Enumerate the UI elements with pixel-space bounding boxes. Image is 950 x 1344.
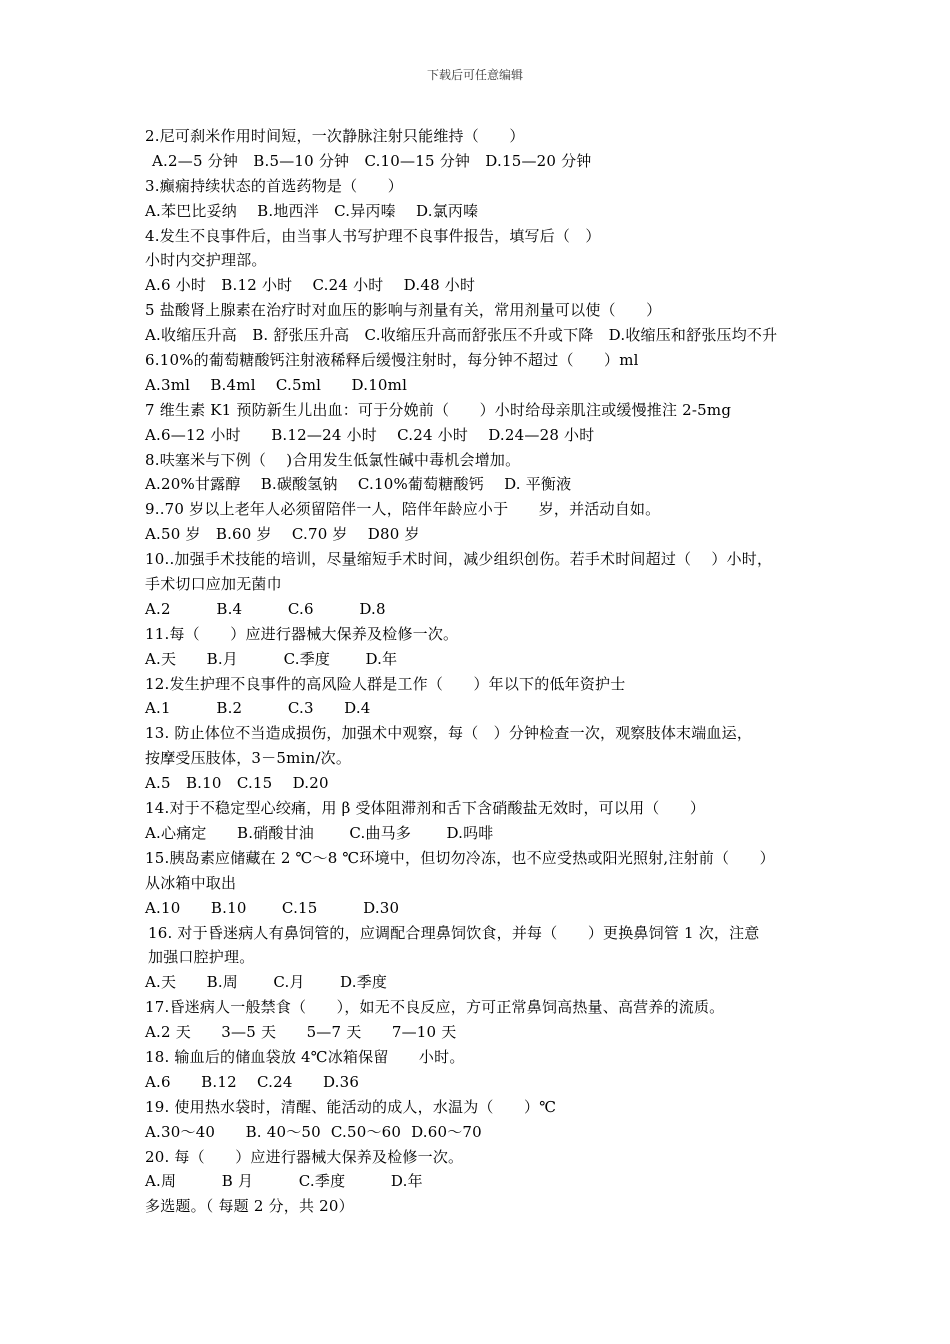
question-10-continued: 手术切口应加无菌巾 (145, 575, 282, 594)
question-13: 13. 防止体位不当造成损伤，加强术中观察，每（ ）分钟检查一次，观察肢体末端血运， (145, 724, 753, 743)
question-20: 20. 每（ ）应进行器械大保养及检修一次。 (145, 1147, 464, 1166)
question-2-options: A.2—5 分钟 B.5—10 分钟 C.10—15 分钟 D.15—20 分钟 (152, 151, 592, 170)
question-2: 2.尼可刹米作用时间短，一次静脉注射只能维持（ ） (145, 127, 525, 145)
question-16: 16. 对于昏迷病人有鼻饲管的，应调配合理鼻饲饮食，并每（ ）更换鼻饲管 1 次，注意 (148, 923, 760, 942)
question-3: 3.癫痫持续状态的首选药物是（ ） (145, 176, 403, 195)
question-16-options: A.天 B.周 C.月 D.季度 (145, 973, 388, 992)
page-header: 下载后可任意编辑 (426, 68, 523, 82)
question-11: 11.每（ ）应进行器械大保养及检修一次。 (145, 624, 459, 643)
section-heading-multiple-choice: 多选题。（ 每题 2 分，共 20） (145, 1197, 354, 1216)
question-13-continued: 按摩受压肢体，3－5min/次。 (145, 749, 352, 768)
question-14: 14.对于不稳定型心绞痛，用 β 受体阻滞剂和舌下含硝酸盐无效时，可以用（ ） (145, 799, 706, 818)
question-18-options: A.6 B.12 C.24 D.36 (145, 1072, 360, 1091)
question-19-options: A.30～40 B. 40～50 C.50～60 D.60～70 (145, 1122, 482, 1141)
question-8: 8.呋塞米与下例（ )合用发生低氯性碱中毒机会增加。 (145, 450, 521, 469)
question-17-options: A.2 天 3—5 天 5—7 天 7—10 天 (145, 1023, 457, 1042)
question-15-options: A.10 B.10 C.15 D.30 (145, 898, 400, 917)
question-19: 19. 使用热水袋时，清醒、能活动的成人，水温为（ ）℃ (145, 1097, 557, 1116)
question-4-options: A.6 小时 B.12 小时 C.24 小时 D.48 小时 (145, 276, 476, 295)
question-5-options: A.收缩压升高 B. 舒张压升高 C.收缩压升高而舒张压不升或下降 D.收缩压和舒张压均不升 (145, 326, 778, 345)
question-11-options: A.天 B.月 C.季度 D.年 (145, 649, 398, 668)
question-12: 12.发生护理不良事件的高风险人群是工作（ ）年以下的低年资护士 (145, 674, 626, 693)
question-4-continued: 小时内交护理部。 (145, 251, 267, 270)
question-15: 15.胰岛素应储藏在 2 ℃～8 ℃环境中，但切勿冷冻，也不应受热或阳光照射,注射前（ ） (145, 848, 775, 867)
question-10: 10..加强手术技能的培训，尽量缩短手术时间，减少组织创伤。若手术时间超过（ ）小时， (145, 550, 773, 569)
question-3-options: A.苯巴比妥纳 B.地西泮 C.异丙嗪 D.氯丙嗪 (145, 201, 479, 220)
question-18: 18. 输血后的储血袋放 4℃冰箱保留 小时。 (145, 1047, 465, 1066)
question-9: 9..70 岁以上老年人必须留陪伴一人，陪伴年龄应小于 岁，并活动自如。 (145, 500, 661, 519)
question-17: 17.昏迷病人一般禁食（ ），如无不良反应，方可正常鼻饲高热量、高营养的流质。 (145, 998, 725, 1017)
question-7: 7 维生素 K1 预防新生儿出血：可于分娩前（ ）小时给母亲肌注或缓慢推注 2-5mg (145, 400, 732, 419)
question-8-options: A.20%甘露醇 B.碳酸氢钠 C.10%葡萄糖酸钙 D. 平衡液 (145, 475, 572, 494)
question-13-options: A.5 B.10 C.15 D.20 (145, 774, 329, 793)
question-4: 4.发生不良事件后，由当事人书写护理不良事件报告，填写后（ ） (145, 226, 601, 245)
question-10-options: A.2 B.4 C.6 D.8 (145, 599, 386, 618)
question-6: 6.10%的葡萄糖酸钙注射液稀释后缓慢注射时，每分钟不超过（ ）ml (145, 351, 639, 370)
question-6-options: A.3ml B.4ml C.5ml D.10ml (145, 375, 408, 394)
question-20-options: A.周 B 月 C.季度 D.年 (145, 1172, 423, 1191)
question-16-continued: 加强口腔护理。 (148, 948, 255, 967)
question-list (145, 124, 835, 1219)
question-14-options: A.心痛定 B.硝酸甘油 C.曲马多 D.吗啡 (145, 823, 494, 842)
question-9-options: A.50 岁 B.60 岁 C.70 岁 D80 岁 (145, 525, 420, 544)
question-7-options: A.6—12 小时 B.12—24 小时 C.24 小时 D.24—28 小时 (145, 425, 595, 444)
question-15-continued: 从冰箱中取出 (145, 873, 237, 892)
question-5: 5 盐酸肾上腺素在治疗时对血压的影响与剂量有关，常用剂量可以使（ ） (145, 301, 662, 320)
question-12-options: A.1 B.2 C.3 D.4 (145, 699, 371, 718)
